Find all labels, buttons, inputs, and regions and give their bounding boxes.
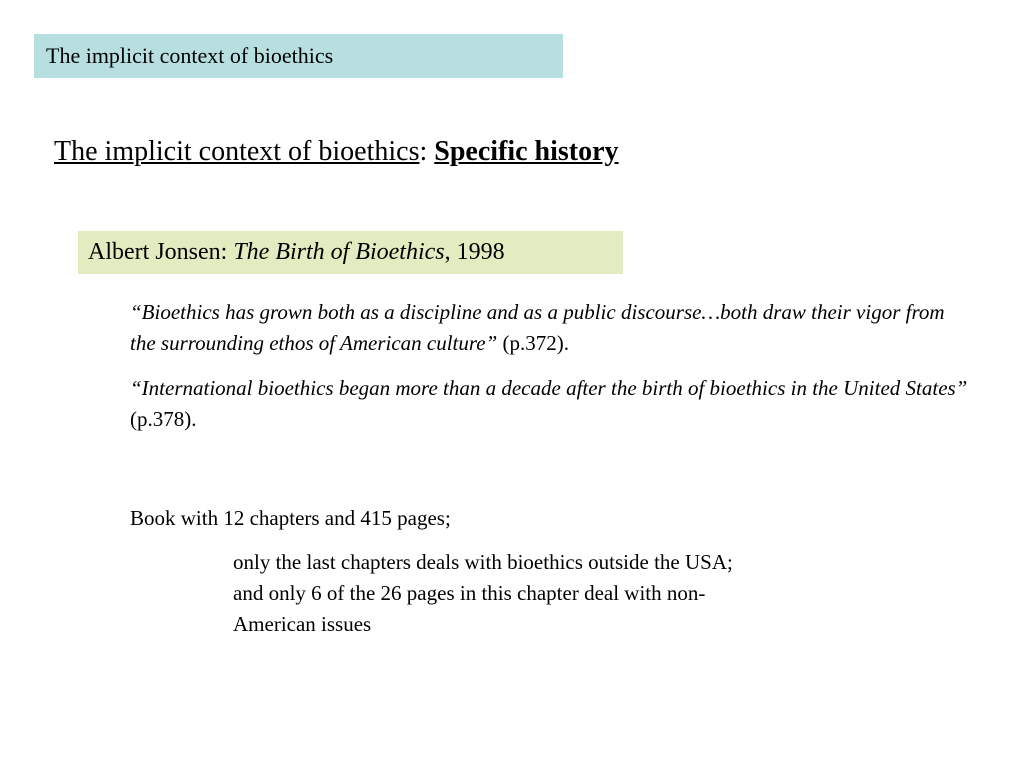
heading-main: The implicit context of bioethics: [54, 136, 420, 167]
heading-separator: :: [419, 136, 428, 167]
book-summary: Book with 12 chapters and 415 pages;: [130, 506, 451, 530]
book-detail-line: only the last chapters deals with bioethics outside the USA;: [233, 550, 733, 574]
quote-1-text: “Bioethics has grown both as a discipline and as a public discourse…both draw their vigor from the surrounding ethos of American culture”: [130, 300, 945, 355]
book-detail-line: and only 6 of the 26 pages in this chapter deal with non-: [233, 581, 706, 605]
source-box: [78, 231, 623, 274]
book-details: [233, 547, 873, 640]
source-author: Albert Jonsen:: [88, 239, 234, 265]
quote-2-text: “International bioethics began more than a decade after the birth of bioethics in the United States”: [130, 376, 968, 400]
source-book-title: The Birth of Bioethics: [233, 239, 445, 265]
slide-tab: [34, 34, 563, 78]
heading-highlight: Specific history: [434, 136, 619, 167]
quote-1-citation: (p.372).: [502, 331, 570, 355]
source-year: , 1998: [444, 239, 505, 265]
book-detail-line: American issues: [233, 612, 372, 636]
slide-heading: [54, 136, 619, 168]
quote-2: [130, 373, 970, 435]
quote-1: [130, 297, 970, 359]
slide-tab-title: The implicit context of bioethics: [46, 43, 334, 68]
quote-2-citation: (p.378).: [130, 407, 197, 431]
